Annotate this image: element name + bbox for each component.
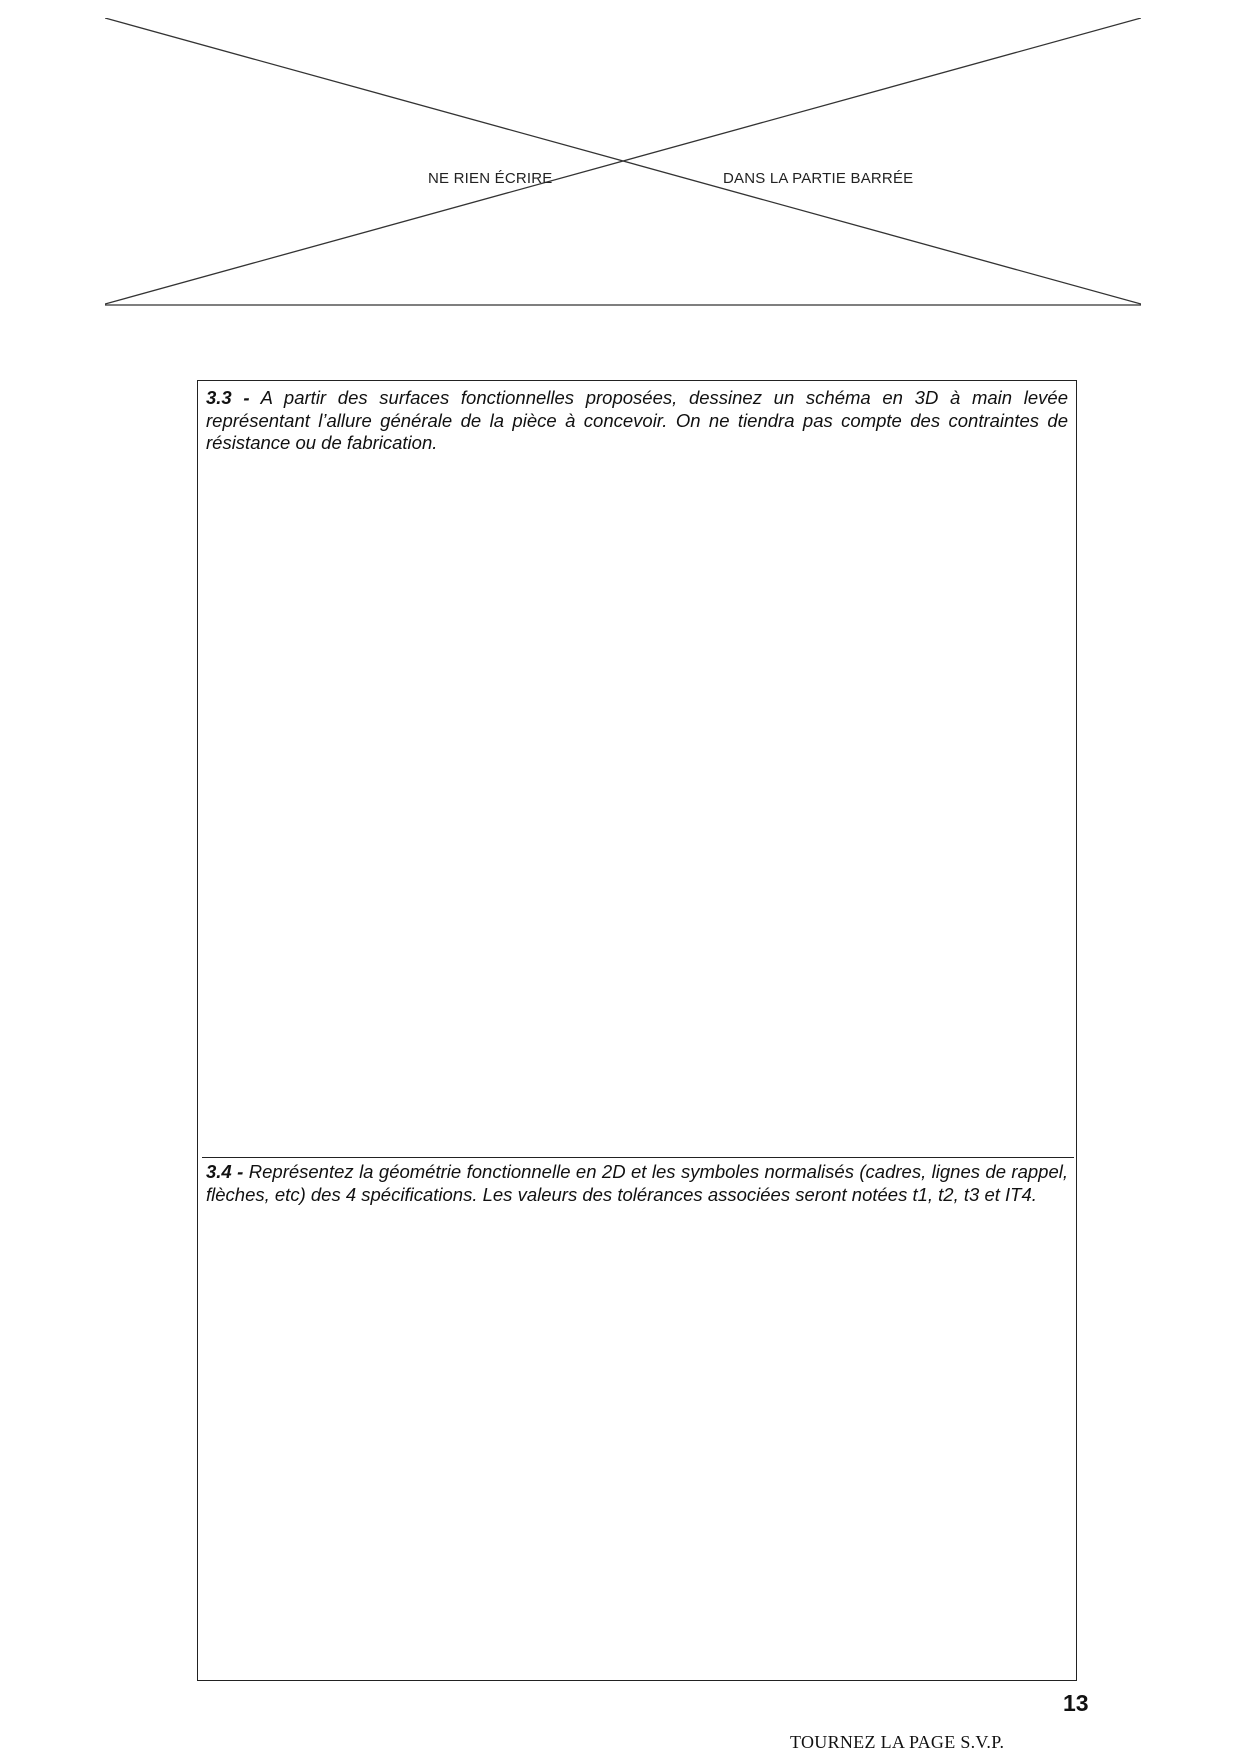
question-text: Représentez la géométrie fonctionnelle en 2D et les symboles normalisés (cadres, lignes de rappel, flèches, etc) des 4 spécifications. Les valeurs des tolérances associées seront notées t1, t2, t3 et IT4. [206,1161,1068,1205]
turn-page-notice: TOURNEZ LA PAGE S.V.P. [790,1732,1005,1752]
question-number: 3.4 - [206,1161,244,1182]
section-divider [202,1157,1074,1158]
question-text: A partir des surfaces fonctionnelles proposées, dessinez un schéma en 3D à main levée représentant l’allure générale de la pièce à concevoir. On ne tiendra pas compte des contraintes de résistance ou de fabrication. [206,387,1068,453]
barred-zone [105,18,1141,310]
answer-area-3-3[interactable] [198,461,1076,1151]
barred-notice-left: NE RIEN ÉCRIRE [428,170,553,187]
barred-notice-right: DANS LA PARTIE BARRÉE [723,170,914,187]
page-number: 13 [1063,1690,1089,1716]
answer-area-3-4[interactable] [198,1241,1076,1680]
question-3-4 [206,1161,1068,1206]
question-number: 3.3 - [206,387,250,408]
answer-frame [197,380,1077,1681]
question-3-3 [206,387,1068,455]
cross-lines [105,18,1141,310]
